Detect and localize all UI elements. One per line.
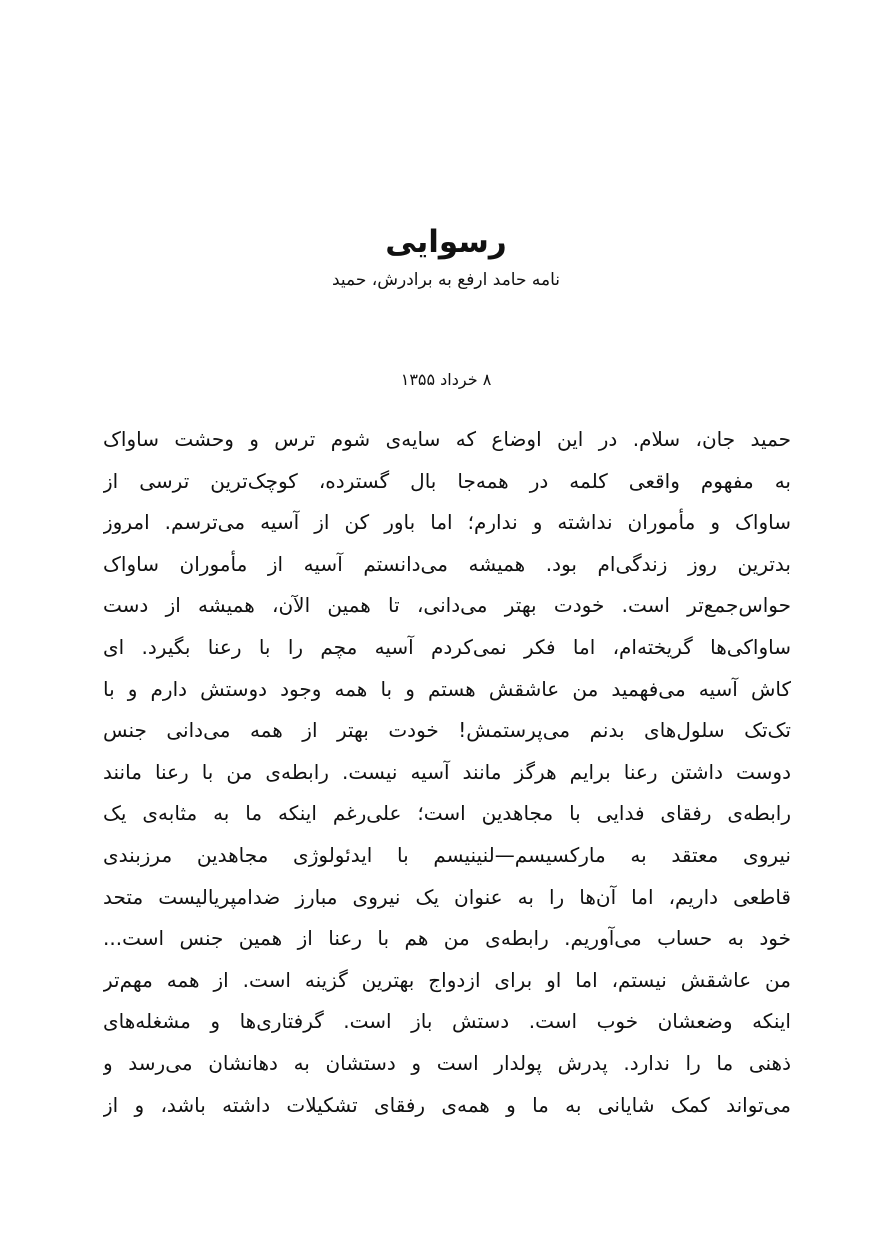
body-line: ساواک و مأموران نداشته و ندارم؛ اما باور کن از آسیه می‌ترسم. امروز <box>103 510 791 535</box>
letter-body <box>103 419 791 1126</box>
body-line: حمید جان، سلام. در این اوضاع که سایه‌ی شوم ترس و وحشت ساواک <box>103 427 791 451</box>
body-line: کاش آسیه می‌فهمید من عاشقش هستم و با همه وجود دوستش دارم و با <box>103 676 791 701</box>
chapter-subtitle: نامه حامد ارفع به برادرش، حمید <box>331 270 561 290</box>
letter-date: ۸ خرداد ۱۳۵۵ <box>400 370 492 389</box>
body-line: رابطه‌ی رفقای فدایی با مجاهدین است؛ علی‌رغم اینکه ما به مثابه‌ی یک <box>103 801 791 826</box>
body-line: من عاشقش نیستم، اما او برای ازدواج بهترین گزینه است. از همه مهم‌تر <box>103 967 791 992</box>
body-line: ساواکی‌ها گریخته‌ام، اما فکر نمی‌کردم آسیه مچم را با رعنا بگیرد. ای <box>103 634 791 659</box>
body-line: قاطعی داریم، اما آن‌ها را به عنوان یک نیروی مبارز ضدامپریالیست متحد <box>103 884 791 909</box>
body-line: تک‌تک سلول‌های بدنم می‌پرستمش! خودت بهتر از همه می‌دانی جنس <box>103 718 791 743</box>
chapter-title: رسوایی <box>385 224 507 260</box>
body-line: می‌تواند کمک شایانی به ما و همه‌ی رفقای تشکیلات داشته باشد، و از <box>103 1092 791 1117</box>
body-line: حواس‌جمع‌تر است. خودت بهتر می‌دانی، تا همین الآن، همیشه از دست <box>103 593 791 618</box>
body-line: خود به حساب می‌آوریم. رابطه‌ی من هم با رعنا از همین جنس است... <box>103 926 791 951</box>
body-line: نیروی معتقد به مارکسیسم—لنینیسم با ایدئولوژی مجاهدین مرزبندی <box>103 842 791 867</box>
body-line: اینکه وضعشان خوب است. دستش باز است. گرفتاری‌ها و مشغله‌های <box>103 1009 791 1034</box>
body-line: به مفهوم واقعی کلمه در همه‌جا بال گسترده، کوچک‌ترین ترسی از <box>103 468 791 493</box>
body-line: بدترین روز زندگی‌ام بود. همیشه می‌دانستم آسیه از مأموران ساواک <box>103 551 791 576</box>
body-line: دوست داشتن رعنا برایم هرگز مانند آسیه نیست. رابطه‌ی من با رعنا مانند <box>103 759 791 784</box>
body-line: ذهنی ما را ندارد. پدرش پولدار است و دستشان به دهانشان می‌رسد و <box>103 1050 791 1075</box>
